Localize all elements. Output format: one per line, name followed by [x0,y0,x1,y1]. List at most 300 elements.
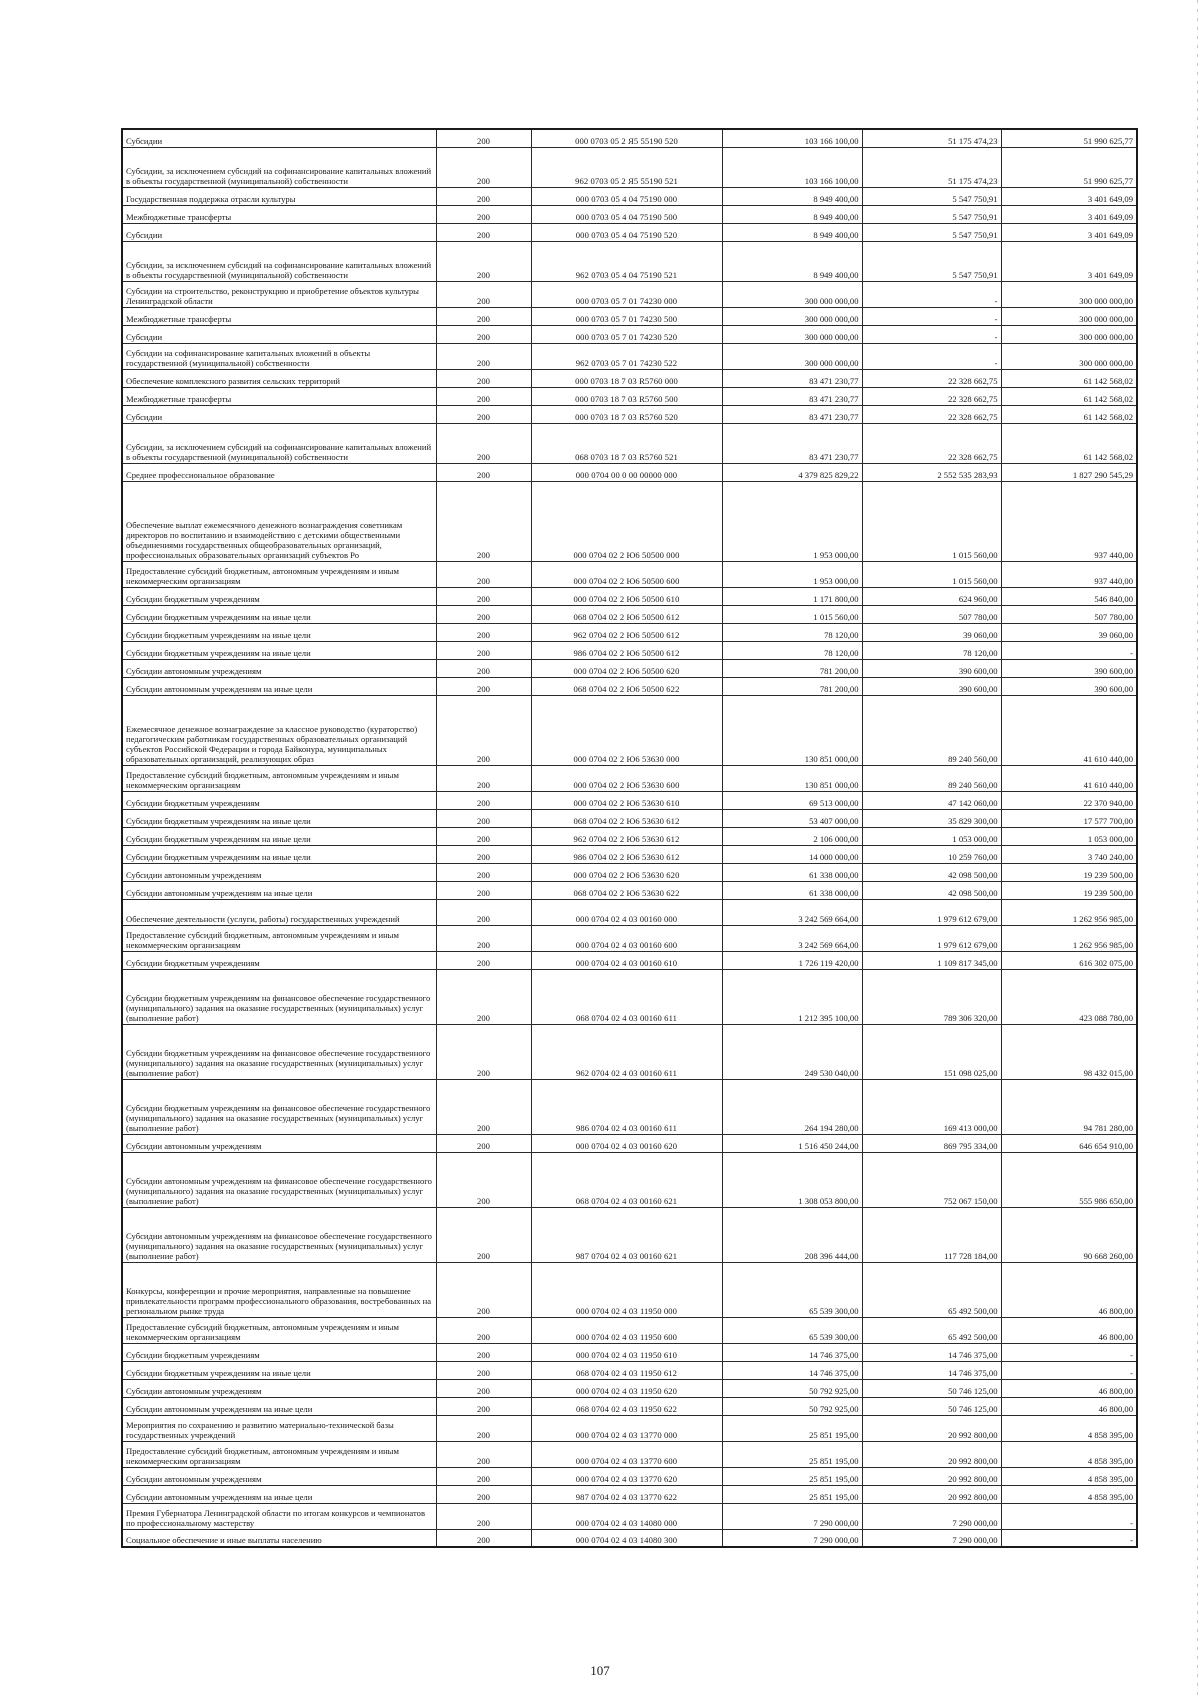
table-row [122,129,1137,147]
row-name-cell: Межбюджетные трансферты [122,307,436,325]
row-approved-cell: 130 851 000,00 [722,765,862,791]
row-name-cell: Субсидии бюджетным учреждениям на финансовое обеспечение государственного (муниципального) задания на оказание государственных (муниципальных) услуг (выполнение работ) [122,1079,436,1134]
row-name-cell: Обеспечение деятельности (услуги, работы) государственных учреждений [122,899,436,925]
row-name-cell: Субсидии автономным учреждениям [122,1379,436,1397]
row-code-cell: 200 [436,677,531,695]
row-approved-cell: 208 396 444,00 [722,1207,862,1262]
row-approved-cell: 1 953 000,00 [722,481,862,561]
row-kbk-cell: 068 0704 02 2 Ю6 53630 612 [531,809,722,827]
row-code-cell: 200 [436,423,531,463]
row-approved-cell: 8 949 400,00 [722,223,862,241]
row-kbk-cell: 068 0704 02 4 03 00160 621 [531,1152,722,1207]
table-row [122,1361,1137,1379]
row-name-cell: Премия Губернатора Ленинградской области по итогам конкурсов и чемпионатов по профессиональному мастерству [122,1503,436,1529]
row-approved-cell: 264 194 280,00 [722,1079,862,1134]
row-executed-cell: 22 328 662,75 [862,387,1001,405]
row-executed-cell: 47 142 060,00 [862,791,1001,809]
row-name-cell: Субсидии автономным учреждениям [122,1134,436,1152]
row-executed-cell: 65 492 500,00 [862,1317,1001,1343]
row-name-cell: Субсидии бюджетным учреждениям на иные цели [122,845,436,863]
table-row [122,677,1137,695]
row-executed-cell: 78 120,00 [862,641,1001,659]
table-row [122,863,1137,881]
table-row [122,223,1137,241]
row-approved-cell: 1 953 000,00 [722,561,862,587]
row-code-cell: 200 [436,405,531,423]
row-unexecuted-cell: 61 142 568,02 [1001,405,1137,423]
row-unexecuted-cell: 4 858 395,00 [1001,1485,1137,1503]
row-code-cell: 200 [436,1024,531,1079]
row-code-cell: 200 [436,641,531,659]
row-name-cell: Субсидии [122,325,436,343]
row-unexecuted-cell: 616 302 075,00 [1001,951,1137,969]
row-code-cell: 200 [436,951,531,969]
table-row [122,925,1137,951]
row-approved-cell: 1 726 119 420,00 [722,951,862,969]
row-unexecuted-cell: 300 000 000,00 [1001,281,1137,307]
row-code-cell: 200 [436,463,531,481]
row-approved-cell: 65 539 300,00 [722,1317,862,1343]
row-kbk-cell: 000 0703 18 7 03 R5760 500 [531,387,722,405]
table-row [122,1317,1137,1343]
table-row [122,281,1137,307]
row-name-cell: Субсидии бюджетным учреждениям [122,951,436,969]
row-unexecuted-cell: 3 740 240,00 [1001,845,1137,863]
row-executed-cell: 507 780,00 [862,605,1001,623]
row-code-cell: 200 [436,343,531,369]
row-unexecuted-cell: 390 600,00 [1001,659,1137,677]
table-row [122,1379,1137,1397]
table-row [122,641,1137,659]
row-code-cell: 200 [436,765,531,791]
row-approved-cell: 83 471 230,77 [722,369,862,387]
row-name-cell: Субсидии бюджетным учреждениям на иные цели [122,605,436,623]
row-executed-cell: 5 547 750,91 [862,205,1001,223]
table-row [122,1079,1137,1134]
row-unexecuted-cell: 19 239 500,00 [1001,863,1137,881]
row-code-cell: 200 [436,1317,531,1343]
row-executed-cell: 65 492 500,00 [862,1262,1001,1317]
row-kbk-cell: 000 0704 02 2 Ю6 53630 610 [531,791,722,809]
table-row [122,423,1137,463]
row-kbk-cell: 000 0704 02 2 Ю6 50500 000 [531,481,722,561]
table-row [122,307,1137,325]
row-kbk-cell: 068 0704 02 2 Ю6 50500 622 [531,677,722,695]
row-kbk-cell: 000 0704 02 2 Ю6 50500 610 [531,587,722,605]
row-approved-cell: 300 000 000,00 [722,307,862,325]
row-code-cell: 200 [436,1529,531,1547]
row-executed-cell: 51 175 474,23 [862,147,1001,187]
row-name-cell: Государственная поддержка отрасли культуры [122,187,436,205]
row-code-cell: 200 [436,969,531,1024]
row-code-cell: 200 [436,899,531,925]
row-executed-cell: 1 053 000,00 [862,827,1001,845]
row-unexecuted-cell: 300 000 000,00 [1001,343,1137,369]
row-executed-cell: 10 259 760,00 [862,845,1001,863]
row-kbk-cell: 000 0704 02 2 Ю6 50500 620 [531,659,722,677]
row-executed-cell: 42 098 500,00 [862,881,1001,899]
table-row [122,1415,1137,1441]
row-kbk-cell: 962 0703 05 4 04 75190 521 [531,241,722,281]
row-name-cell: Обеспечение выплат ежемесячного денежного вознаграждения советникам директоров по воспитанию и взаимодействию с детскими общественными объединениями государственных общеобразовательных организаций, профессиональных образовательных организаций субъектов Ро [122,481,436,561]
row-code-cell: 200 [436,369,531,387]
row-code-cell: 200 [436,695,531,765]
row-approved-cell: 300 000 000,00 [722,343,862,369]
row-name-cell: Субсидии на софинансирование капитальных вложений в объекты государственной (муниципальной) собственности [122,343,436,369]
row-approved-cell: 781 200,00 [722,677,862,695]
row-kbk-cell: 068 0703 18 7 03 R5760 521 [531,423,722,463]
row-unexecuted-cell: 3 401 649,09 [1001,241,1137,281]
row-approved-cell: 65 539 300,00 [722,1262,862,1317]
row-code-cell: 200 [436,845,531,863]
row-approved-cell: 1 171 800,00 [722,587,862,605]
table-row [122,1262,1137,1317]
row-name-cell: Субсидии, за исключением субсидий на софинансирование капитальных вложений в объекты государственной (муниципальной) собственности [122,241,436,281]
row-executed-cell: 869 795 334,00 [862,1134,1001,1152]
row-code-cell: 200 [436,281,531,307]
row-executed-cell: 50 746 125,00 [862,1379,1001,1397]
row-code-cell: 200 [436,809,531,827]
row-approved-cell: 249 530 040,00 [722,1024,862,1079]
row-unexecuted-cell: 22 370 940,00 [1001,791,1137,809]
row-unexecuted-cell: 937 440,00 [1001,561,1137,587]
row-unexecuted-cell: 61 142 568,02 [1001,423,1137,463]
table-row [122,325,1137,343]
row-name-cell: Субсидии автономным учреждениям [122,863,436,881]
row-unexecuted-cell: 46 800,00 [1001,1317,1137,1343]
row-name-cell: Субсидии автономным учреждениям на иные цели [122,677,436,695]
row-approved-cell: 78 120,00 [722,623,862,641]
row-unexecuted-cell: 17 577 700,00 [1001,809,1137,827]
row-name-cell: Субсидии автономным учреждениям [122,659,436,677]
row-executed-cell: 89 240 560,00 [862,765,1001,791]
row-kbk-cell: 962 0703 05 7 01 74230 522 [531,343,722,369]
row-kbk-cell: 068 0704 02 2 Ю6 50500 612 [531,605,722,623]
row-code-cell: 200 [436,481,531,561]
table-row [122,463,1137,481]
row-approved-cell: 25 851 195,00 [722,1441,862,1467]
row-code-cell: 200 [436,1441,531,1467]
row-executed-cell: 42 098 500,00 [862,863,1001,881]
row-unexecuted-cell: 300 000 000,00 [1001,307,1137,325]
row-kbk-cell: 000 0704 02 4 03 14080 000 [531,1503,722,1529]
table-row [122,809,1137,827]
row-unexecuted-cell: 41 610 440,00 [1001,765,1137,791]
table-row [122,969,1137,1024]
row-approved-cell: 781 200,00 [722,659,862,677]
row-code-cell: 200 [436,863,531,881]
row-name-cell: Среднее профессиональное образование [122,463,436,481]
row-kbk-cell: 068 0704 02 4 03 00160 611 [531,969,722,1024]
table-row [122,561,1137,587]
row-kbk-cell: 000 0703 05 7 01 74230 500 [531,307,722,325]
row-kbk-cell: 000 0704 02 4 03 13770 620 [531,1467,722,1485]
row-unexecuted-cell: - [1001,1361,1137,1379]
row-unexecuted-cell: 390 600,00 [1001,677,1137,695]
row-code-cell: 200 [436,1361,531,1379]
row-name-cell: Субсидии автономным учреждениям на финансовое обеспечение государственного (муниципального) задания на оказание государственных (муниципальных) услуг (выполнение работ) [122,1152,436,1207]
row-kbk-cell: 000 0704 02 4 03 00160 600 [531,925,722,951]
row-unexecuted-cell: 4 858 395,00 [1001,1441,1137,1467]
row-unexecuted-cell: 3 401 649,09 [1001,205,1137,223]
table-row [122,205,1137,223]
row-executed-cell: 169 413 000,00 [862,1079,1001,1134]
row-unexecuted-cell: 300 000 000,00 [1001,325,1137,343]
row-name-cell: Субсидии автономным учреждениям [122,1467,436,1485]
row-unexecuted-cell: - [1001,1529,1137,1547]
row-executed-cell: 22 328 662,75 [862,369,1001,387]
row-approved-cell: 7 290 000,00 [722,1503,862,1529]
row-unexecuted-cell: 1 262 956 985,00 [1001,925,1137,951]
row-code-cell: 200 [436,605,531,623]
row-kbk-cell: 962 0704 02 4 03 00160 611 [531,1024,722,1079]
row-unexecuted-cell: 46 800,00 [1001,1262,1137,1317]
row-executed-cell: 5 547 750,91 [862,223,1001,241]
row-approved-cell: 130 851 000,00 [722,695,862,765]
row-unexecuted-cell: 41 610 440,00 [1001,695,1137,765]
row-executed-cell: 14 746 375,00 [862,1361,1001,1379]
row-unexecuted-cell: 646 654 910,00 [1001,1134,1137,1152]
row-code-cell: 200 [436,147,531,187]
row-kbk-cell: 000 0704 02 4 03 13770 000 [531,1415,722,1441]
row-unexecuted-cell: 507 780,00 [1001,605,1137,623]
row-unexecuted-cell: 98 432 015,00 [1001,1024,1137,1079]
row-code-cell: 200 [436,791,531,809]
row-kbk-cell: 000 0704 02 2 Ю6 53630 000 [531,695,722,765]
row-name-cell: Субсидии бюджетным учреждениям на иные цели [122,623,436,641]
row-kbk-cell: 000 0703 05 4 04 75190 500 [531,205,722,223]
row-executed-cell: 20 992 800,00 [862,1415,1001,1441]
row-approved-cell: 50 792 925,00 [722,1397,862,1415]
row-name-cell: Обеспечение комплексного развития сельских территорий [122,369,436,387]
table-row [122,1134,1137,1152]
row-executed-cell: 35 829 300,00 [862,809,1001,827]
row-kbk-cell: 962 0704 02 2 Ю6 53630 612 [531,827,722,845]
row-executed-cell: - [862,281,1001,307]
row-approved-cell: 1 212 395 100,00 [722,969,862,1024]
row-executed-cell: 752 067 150,00 [862,1152,1001,1207]
row-unexecuted-cell: 937 440,00 [1001,481,1137,561]
row-approved-cell: 14 746 375,00 [722,1361,862,1379]
row-name-cell: Социальное обеспечение и иные выплаты населению [122,1529,436,1547]
row-code-cell: 200 [436,129,531,147]
row-approved-cell: 1 516 450 244,00 [722,1134,862,1152]
row-code-cell: 200 [436,1152,531,1207]
row-executed-cell: 117 728 184,00 [862,1207,1001,1262]
row-name-cell: Субсидии бюджетным учреждениям [122,791,436,809]
table-row [122,1397,1137,1415]
row-code-cell: 200 [436,925,531,951]
row-name-cell: Субсидии автономным учреждениям на иные цели [122,881,436,899]
row-code-cell: 200 [436,187,531,205]
row-kbk-cell: 000 0704 00 0 00 00000 000 [531,463,722,481]
row-kbk-cell: 000 0704 02 4 03 11950 000 [531,1262,722,1317]
row-executed-cell: 5 547 750,91 [862,187,1001,205]
row-approved-cell: 83 471 230,77 [722,423,862,463]
row-unexecuted-cell: 4 858 395,00 [1001,1467,1137,1485]
row-executed-cell: 2 552 535 283,93 [862,463,1001,481]
row-executed-cell: 7 290 000,00 [862,1529,1001,1547]
row-approved-cell: 300 000 000,00 [722,325,862,343]
row-kbk-cell: 000 0703 05 2 Я5 55190 520 [531,129,722,147]
row-code-cell: 200 [436,223,531,241]
row-code-cell: 200 [436,307,531,325]
row-kbk-cell: 000 0703 05 4 04 75190 520 [531,223,722,241]
row-code-cell: 200 [436,241,531,281]
row-code-cell: 200 [436,1379,531,1397]
row-kbk-cell: 000 0703 18 7 03 R5760 000 [531,369,722,387]
table-row [122,1485,1137,1503]
table-row [122,845,1137,863]
row-unexecuted-cell: - [1001,641,1137,659]
table-row [122,405,1137,423]
row-approved-cell: 83 471 230,77 [722,387,862,405]
row-unexecuted-cell: 61 142 568,02 [1001,387,1137,405]
row-name-cell: Предоставление субсидий бюджетным, автономным учреждениям и иным некоммерческим организациям [122,925,436,951]
row-executed-cell: 20 992 800,00 [862,1467,1001,1485]
row-approved-cell: 50 792 925,00 [722,1379,862,1397]
row-unexecuted-cell: 1 262 956 985,00 [1001,899,1137,925]
row-kbk-cell: 000 0704 02 4 03 00160 620 [531,1134,722,1152]
row-approved-cell: 8 949 400,00 [722,205,862,223]
table-row [122,241,1137,281]
row-approved-cell: 14 746 375,00 [722,1343,862,1361]
row-executed-cell: 1 979 612 679,00 [862,925,1001,951]
row-executed-cell: 1 109 817 345,00 [862,951,1001,969]
table-row [122,827,1137,845]
row-name-cell: Предоставление субсидий бюджетным, автономным учреждениям и иным некоммерческим организациям [122,765,436,791]
row-executed-cell: 20 992 800,00 [862,1441,1001,1467]
row-executed-cell: 22 328 662,75 [862,423,1001,463]
row-code-cell: 200 [436,1467,531,1485]
row-code-cell: 200 [436,659,531,677]
row-executed-cell: - [862,325,1001,343]
row-kbk-cell: 000 0704 02 2 Ю6 50500 600 [531,561,722,587]
row-kbk-cell: 068 0704 02 4 03 11950 622 [531,1397,722,1415]
row-kbk-cell: 986 0704 02 2 Ю6 50500 612 [531,641,722,659]
table-row [122,587,1137,605]
row-kbk-cell: 000 0704 02 4 03 00160 610 [531,951,722,969]
table-row [122,791,1137,809]
table-row [122,481,1137,561]
row-kbk-cell: 986 0704 02 2 Ю6 53630 612 [531,845,722,863]
row-code-cell: 200 [436,881,531,899]
row-approved-cell: 2 106 000,00 [722,827,862,845]
row-name-cell: Субсидии бюджетным учреждениям на иные цели [122,641,436,659]
row-code-cell: 200 [436,1343,531,1361]
row-executed-cell: 22 328 662,75 [862,405,1001,423]
row-approved-cell: 1 015 560,00 [722,605,862,623]
table-body [122,129,1137,1547]
row-code-cell: 200 [436,1503,531,1529]
row-kbk-cell: 000 0704 02 4 03 11950 600 [531,1317,722,1343]
table-row [122,1207,1137,1262]
row-unexecuted-cell: 19 239 500,00 [1001,881,1137,899]
row-unexecuted-cell: 1 053 000,00 [1001,827,1137,845]
row-unexecuted-cell: 46 800,00 [1001,1397,1137,1415]
row-name-cell: Предоставление субсидий бюджетным, автономным учреждениям и иным некоммерческим организациям [122,1317,436,1343]
row-approved-cell: 3 242 569 664,00 [722,925,862,951]
table-row [122,1343,1137,1361]
row-kbk-cell: 068 0704 02 2 Ю6 53630 622 [531,881,722,899]
row-kbk-cell: 962 0703 05 2 Я5 55190 521 [531,147,722,187]
row-kbk-cell: 986 0704 02 4 03 00160 611 [531,1079,722,1134]
row-name-cell: Субсидии бюджетным учреждениям на финансовое обеспечение государственного (муниципального) задания на оказание государственных (муниципальных) услуг (выполнение работ) [122,969,436,1024]
row-executed-cell: 151 098 025,00 [862,1024,1001,1079]
row-kbk-cell: 000 0704 02 4 03 14080 300 [531,1529,722,1547]
row-approved-cell: 300 000 000,00 [722,281,862,307]
page-number: 107 [590,1663,610,1678]
row-kbk-cell: 000 0704 02 4 03 00160 000 [531,899,722,925]
row-name-cell: Межбюджетные трансферты [122,205,436,223]
row-code-cell: 200 [436,623,531,641]
table-row [122,659,1137,677]
row-name-cell: Предоставление субсидий бюджетным, автономным учреждениям и иным некоммерческим организациям [122,1441,436,1467]
row-approved-cell: 53 407 000,00 [722,809,862,827]
row-kbk-cell: 962 0704 02 2 Ю6 50500 612 [531,623,722,641]
row-unexecuted-cell: 90 668 260,00 [1001,1207,1137,1262]
table-row [122,951,1137,969]
row-unexecuted-cell: 39 060,00 [1001,623,1137,641]
row-executed-cell: 89 240 560,00 [862,695,1001,765]
row-name-cell: Субсидии автономным учреждениям на финансовое обеспечение государственного (муниципального) задания на оказание государственных (муниципальных) услуг (выполнение работ) [122,1207,436,1262]
row-executed-cell: 789 306 320,00 [862,969,1001,1024]
row-unexecuted-cell: 46 800,00 [1001,1379,1137,1397]
table-row [122,1152,1137,1207]
row-name-cell: Субсидии бюджетным учреждениям на иные цели [122,1361,436,1379]
row-unexecuted-cell: 423 088 780,00 [1001,969,1137,1024]
row-unexecuted-cell: 546 840,00 [1001,587,1137,605]
row-approved-cell: 61 338 000,00 [722,863,862,881]
row-executed-cell: 39 060,00 [862,623,1001,641]
row-executed-cell: 624 960,00 [862,587,1001,605]
row-executed-cell: 50 746 125,00 [862,1397,1001,1415]
row-kbk-cell: 000 0704 02 4 03 11950 620 [531,1379,722,1397]
row-code-cell: 200 [436,1207,531,1262]
table-row [122,899,1137,925]
row-code-cell: 200 [436,827,531,845]
row-name-cell: Субсидии, за исключением субсидий на софинансирование капитальных вложений в объекты государственной (муниципальной) собственности [122,147,436,187]
row-name-cell: Субсидии бюджетным учреждениям на иные цели [122,827,436,845]
row-name-cell: Межбюджетные трансферты [122,387,436,405]
row-executed-cell: 1 979 612 679,00 [862,899,1001,925]
row-name-cell: Субсидии бюджетным учреждениям [122,587,436,605]
table-row [122,369,1137,387]
row-kbk-cell: 000 0704 02 2 Ю6 53630 620 [531,863,722,881]
row-kbk-cell: 000 0704 02 2 Ю6 53630 600 [531,765,722,791]
row-code-cell: 200 [436,1134,531,1152]
row-approved-cell: 103 166 100,00 [722,129,862,147]
row-kbk-cell: 000 0703 05 4 04 75190 000 [531,187,722,205]
table-row [122,1441,1137,1467]
row-kbk-cell: 000 0703 05 7 01 74230 000 [531,281,722,307]
table-row [122,1529,1137,1547]
row-code-cell: 200 [436,561,531,587]
row-kbk-cell: 068 0704 02 4 03 11950 612 [531,1361,722,1379]
row-executed-cell: 390 600,00 [862,677,1001,695]
row-unexecuted-cell: - [1001,1343,1137,1361]
row-approved-cell: 1 308 053 800,00 [722,1152,862,1207]
row-executed-cell: 7 290 000,00 [862,1503,1001,1529]
row-unexecuted-cell: 3 401 649,09 [1001,223,1137,241]
table-row [122,881,1137,899]
row-name-cell: Субсидии [122,223,436,241]
row-approved-cell: 69 513 000,00 [722,791,862,809]
row-executed-cell: 1 015 560,00 [862,481,1001,561]
row-executed-cell: 20 992 800,00 [862,1485,1001,1503]
row-kbk-cell: 000 0703 05 7 01 74230 520 [531,325,722,343]
row-unexecuted-cell: 94 781 280,00 [1001,1079,1137,1134]
